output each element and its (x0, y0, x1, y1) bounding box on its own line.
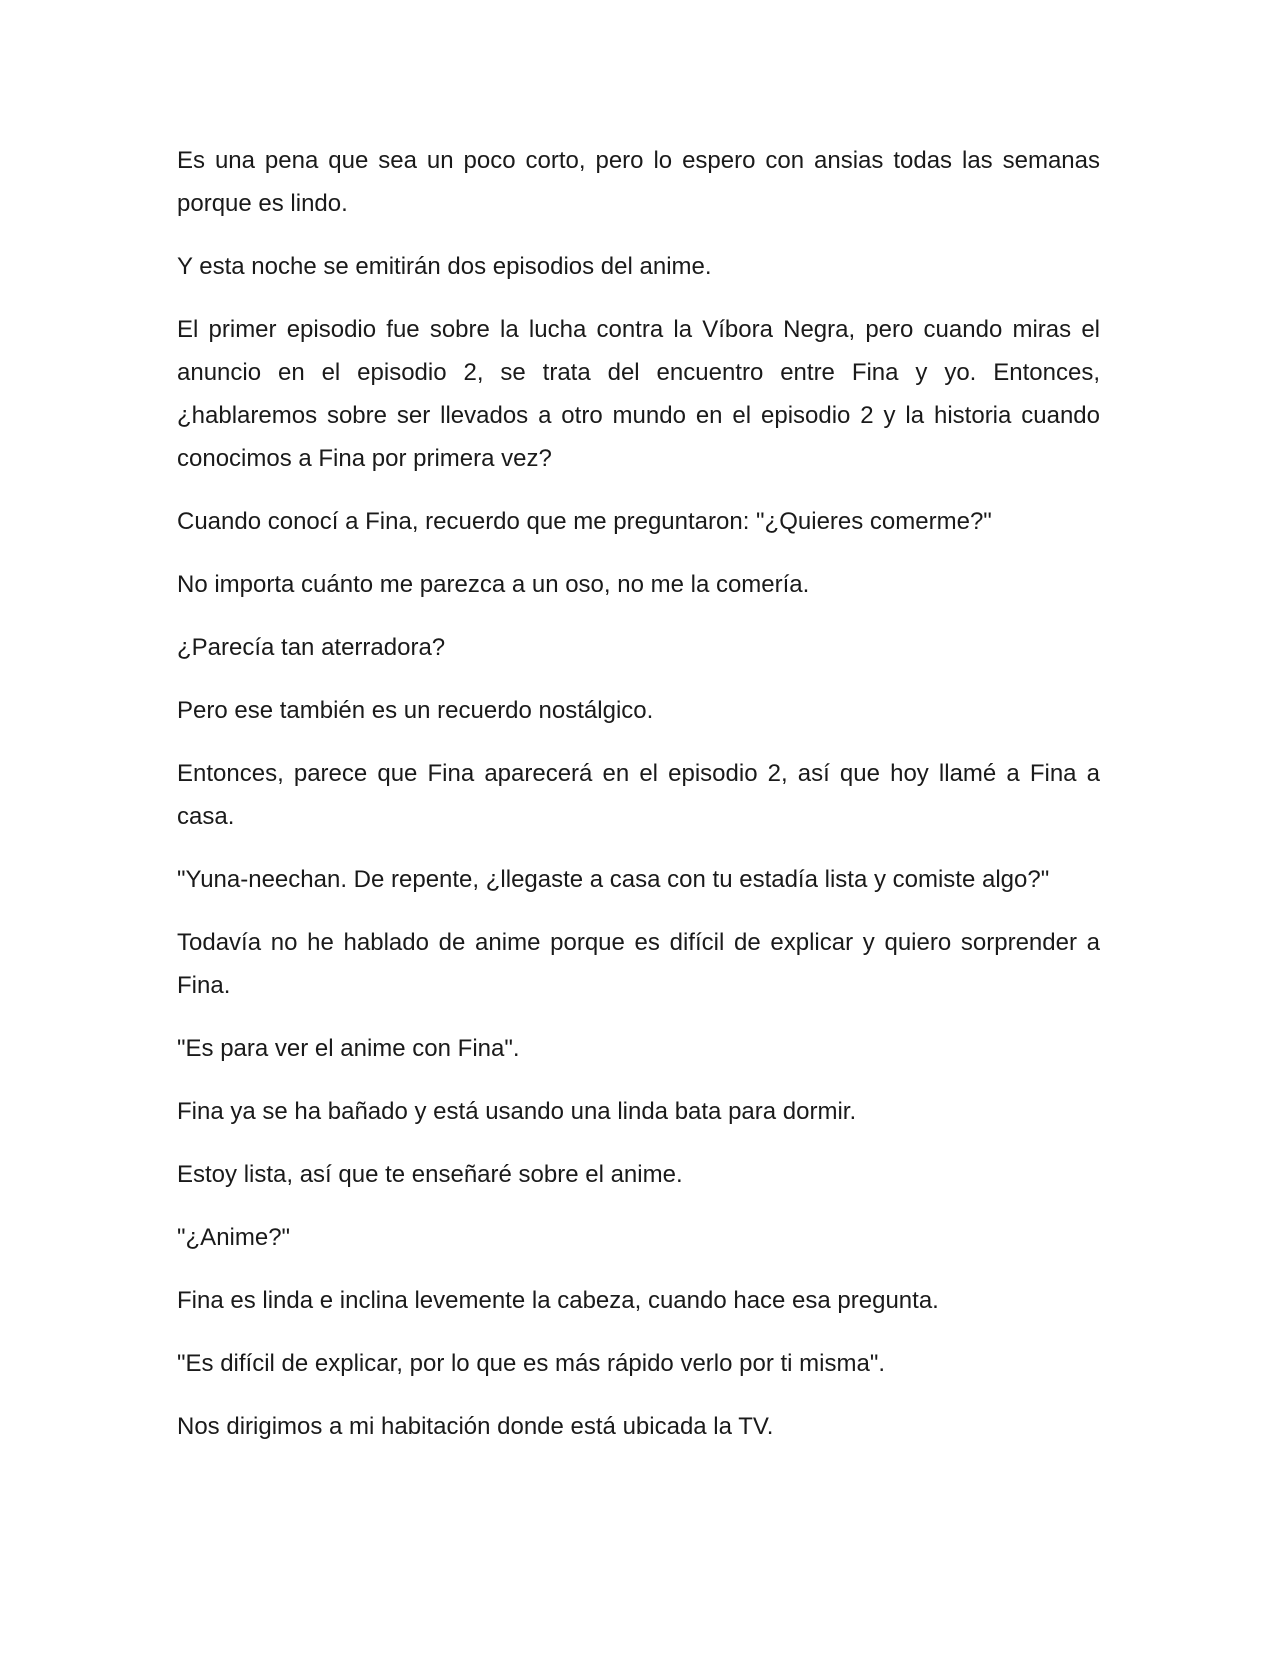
paragraph-7: Pero ese también es un recuerdo nostálgico. (177, 697, 654, 724)
paragraph-13: Estoy lista, así que te enseñaré sobre el anime. (177, 1161, 683, 1188)
paragraph-3: El primer episodio fue sobre la lucha contra la Víbora Negra, pero cuando miras el anuncio en el episodio 2, se trata del encuentro entre Fina y yo. Entonces, ¿hablaremos sobre ser llevados a otro mundo en el episodio 2 y la historia cuando conocimos a Fina por primera vez? (177, 316, 1100, 472)
paragraph-9: "Yuna-neechan. De repente, ¿llegaste a casa con tu estadía lista y comiste algo?" (177, 866, 1050, 893)
paragraph-10: Todavía no he hablado de anime porque es difícil de explicar y quiero sorprender a Fina. (177, 929, 1100, 999)
paragraph-1: Es una pena que sea un poco corto, pero lo espero con ansias todas las semanas porque es lindo. (177, 147, 1100, 217)
paragraph-5: No importa cuánto me parezca a un oso, no me la comería. (177, 571, 810, 598)
paragraph-15: Fina es linda e inclina levemente la cabeza, cuando hace esa pregunta. (177, 1287, 939, 1314)
paragraph-8: Entonces, parece que Fina aparecerá en el episodio 2, así que hoy llamé a Fina a casa. (177, 760, 1100, 830)
paragraph-6: ¿Parecía tan aterradora? (177, 634, 446, 661)
paragraph-2: Y esta noche se emitirán dos episodios del anime. (177, 253, 712, 280)
paragraph-11: "Es para ver el anime con Fina". (177, 1035, 520, 1062)
paragraph-4: Cuando conocí a Fina, recuerdo que me preguntaron: "¿Quieres comerme?" (177, 508, 992, 535)
paragraph-17: Nos dirigimos a mi habitación donde está ubicada la TV. (177, 1413, 774, 1440)
paragraph-16: "Es difícil de explicar, por lo que es más rápido verlo por ti misma". (177, 1350, 885, 1377)
paragraph-12: Fina ya se ha bañado y está usando una linda bata para dormir. (177, 1098, 857, 1125)
paragraph-14: "¿Anime?" (177, 1224, 291, 1251)
